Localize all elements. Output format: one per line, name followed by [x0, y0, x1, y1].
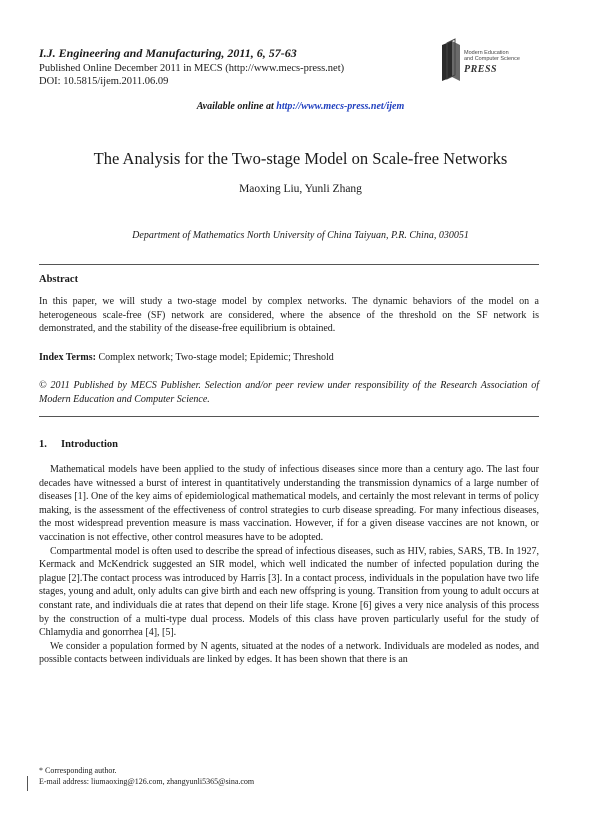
paper-title: The Analysis for the Two-stage Model on Scale-free Networks — [93, 149, 508, 168]
available-online: Available online at http://www.mecs-press.net/ijem — [196, 101, 405, 112]
intro-paragraph: Compartmental model is often used to describe the spread of infectious diseases, such as HIV, rabies, SARS, TB. In 1927, Kermack and McKendrick suggested an SIR model, which well indicated the number of infected population during the plague [2].The contact process was introduced by Harris [3]. In a contact process, individuals in the population have two life stages, young and adult, only adults can give birth and each new offspring is young. Transition from young to adult occurs at constant rate, and individuals die at rates that depend on their life stage. Krone [6] gives a very nice analysis of this process by the construction of a multi-type dual process. Models of this class have proven particularly useful for the study of Chlamydia and gonorrhea [4], [5]. — [39, 545, 539, 639]
intro-paragraph: We consider a population formed by N agents, situated at the nodes of a network. Individuals are modeled as nodes, and possible contacts between individuals are linked by edges. It has been shown that there is an — [39, 640, 539, 666]
margin-mark — [27, 776, 28, 791]
divider-bottom — [39, 416, 539, 417]
publication-info: Published Online December 2011 in MECS (http://www.mecs-press.net) — [39, 63, 345, 74]
intro-body — [39, 463, 539, 667]
section-heading: 1. Introduction — [39, 439, 118, 450]
index-terms-label: Index Terms: — [39, 352, 96, 363]
logo-text: Modern Education and Computer Science — [464, 50, 520, 62]
index-terms: Index Terms: Complex network; Two-stage model; Epidemic; Threshold — [39, 352, 334, 363]
book-icon — [438, 37, 464, 85]
journal-link[interactable]: http://www.mecs-press.net/ijem — [276, 101, 405, 112]
journal-citation: I.J. Engineering and Manufacturing, 2011, 6, 57-63 — [39, 46, 297, 60]
divider-top — [39, 264, 539, 265]
paper-authors: Maoxing Liu, Yunli Zhang — [239, 183, 362, 195]
email-address: E-mail address: liumaoxing@126.com, zhangyunli5365@sina.com — [39, 776, 255, 786]
abstract-heading: Abstract — [39, 274, 79, 285]
abstract-text: In this paper, we will study a two-stage model by complex networks. The dynamic behaviors of the model on a heterogeneous scale-free (SF) network are considered, where the absence of the threshold on the SF network is demonstrated, and the stability of the disease-free equilibrium is obtained. — [39, 296, 539, 335]
logo-press: PRESS — [464, 64, 498, 75]
publisher-logo — [438, 37, 568, 85]
copyright-notice: © 2011 Published by MECS Publisher. Selection and/or peer review under responsibility of the Research Association of Modern Education and Computer Science. — [39, 380, 539, 405]
footnote — [39, 766, 254, 787]
affiliation: Department of Mathematics North University of China Taiyuan, P.R. China, 030051 — [132, 230, 469, 241]
intro-paragraph: Mathematical models have been applied to the study of infectious diseases since more than a century ago. The last four decades have witnessed a burst of interest in quantitatively understanding the transmission dynamics of a large number of diseases [1]. One of the key aims of epidemiological mathematical models, and certainly the most relevant in terms of policy making, is the assessment of the effectiveness of control strategies to curb disease spreading. For many infectious diseases, the most widespread prevention measure is mass vaccination. However, if for a given disease vaccines are not known, or vaccination is not effective, other control measures have to be adopted. — [39, 464, 539, 543]
doi: DOI: 10.5815/ijem.2011.06.09 — [39, 76, 169, 87]
corresponding-author: * Corresponding author. — [39, 766, 117, 775]
